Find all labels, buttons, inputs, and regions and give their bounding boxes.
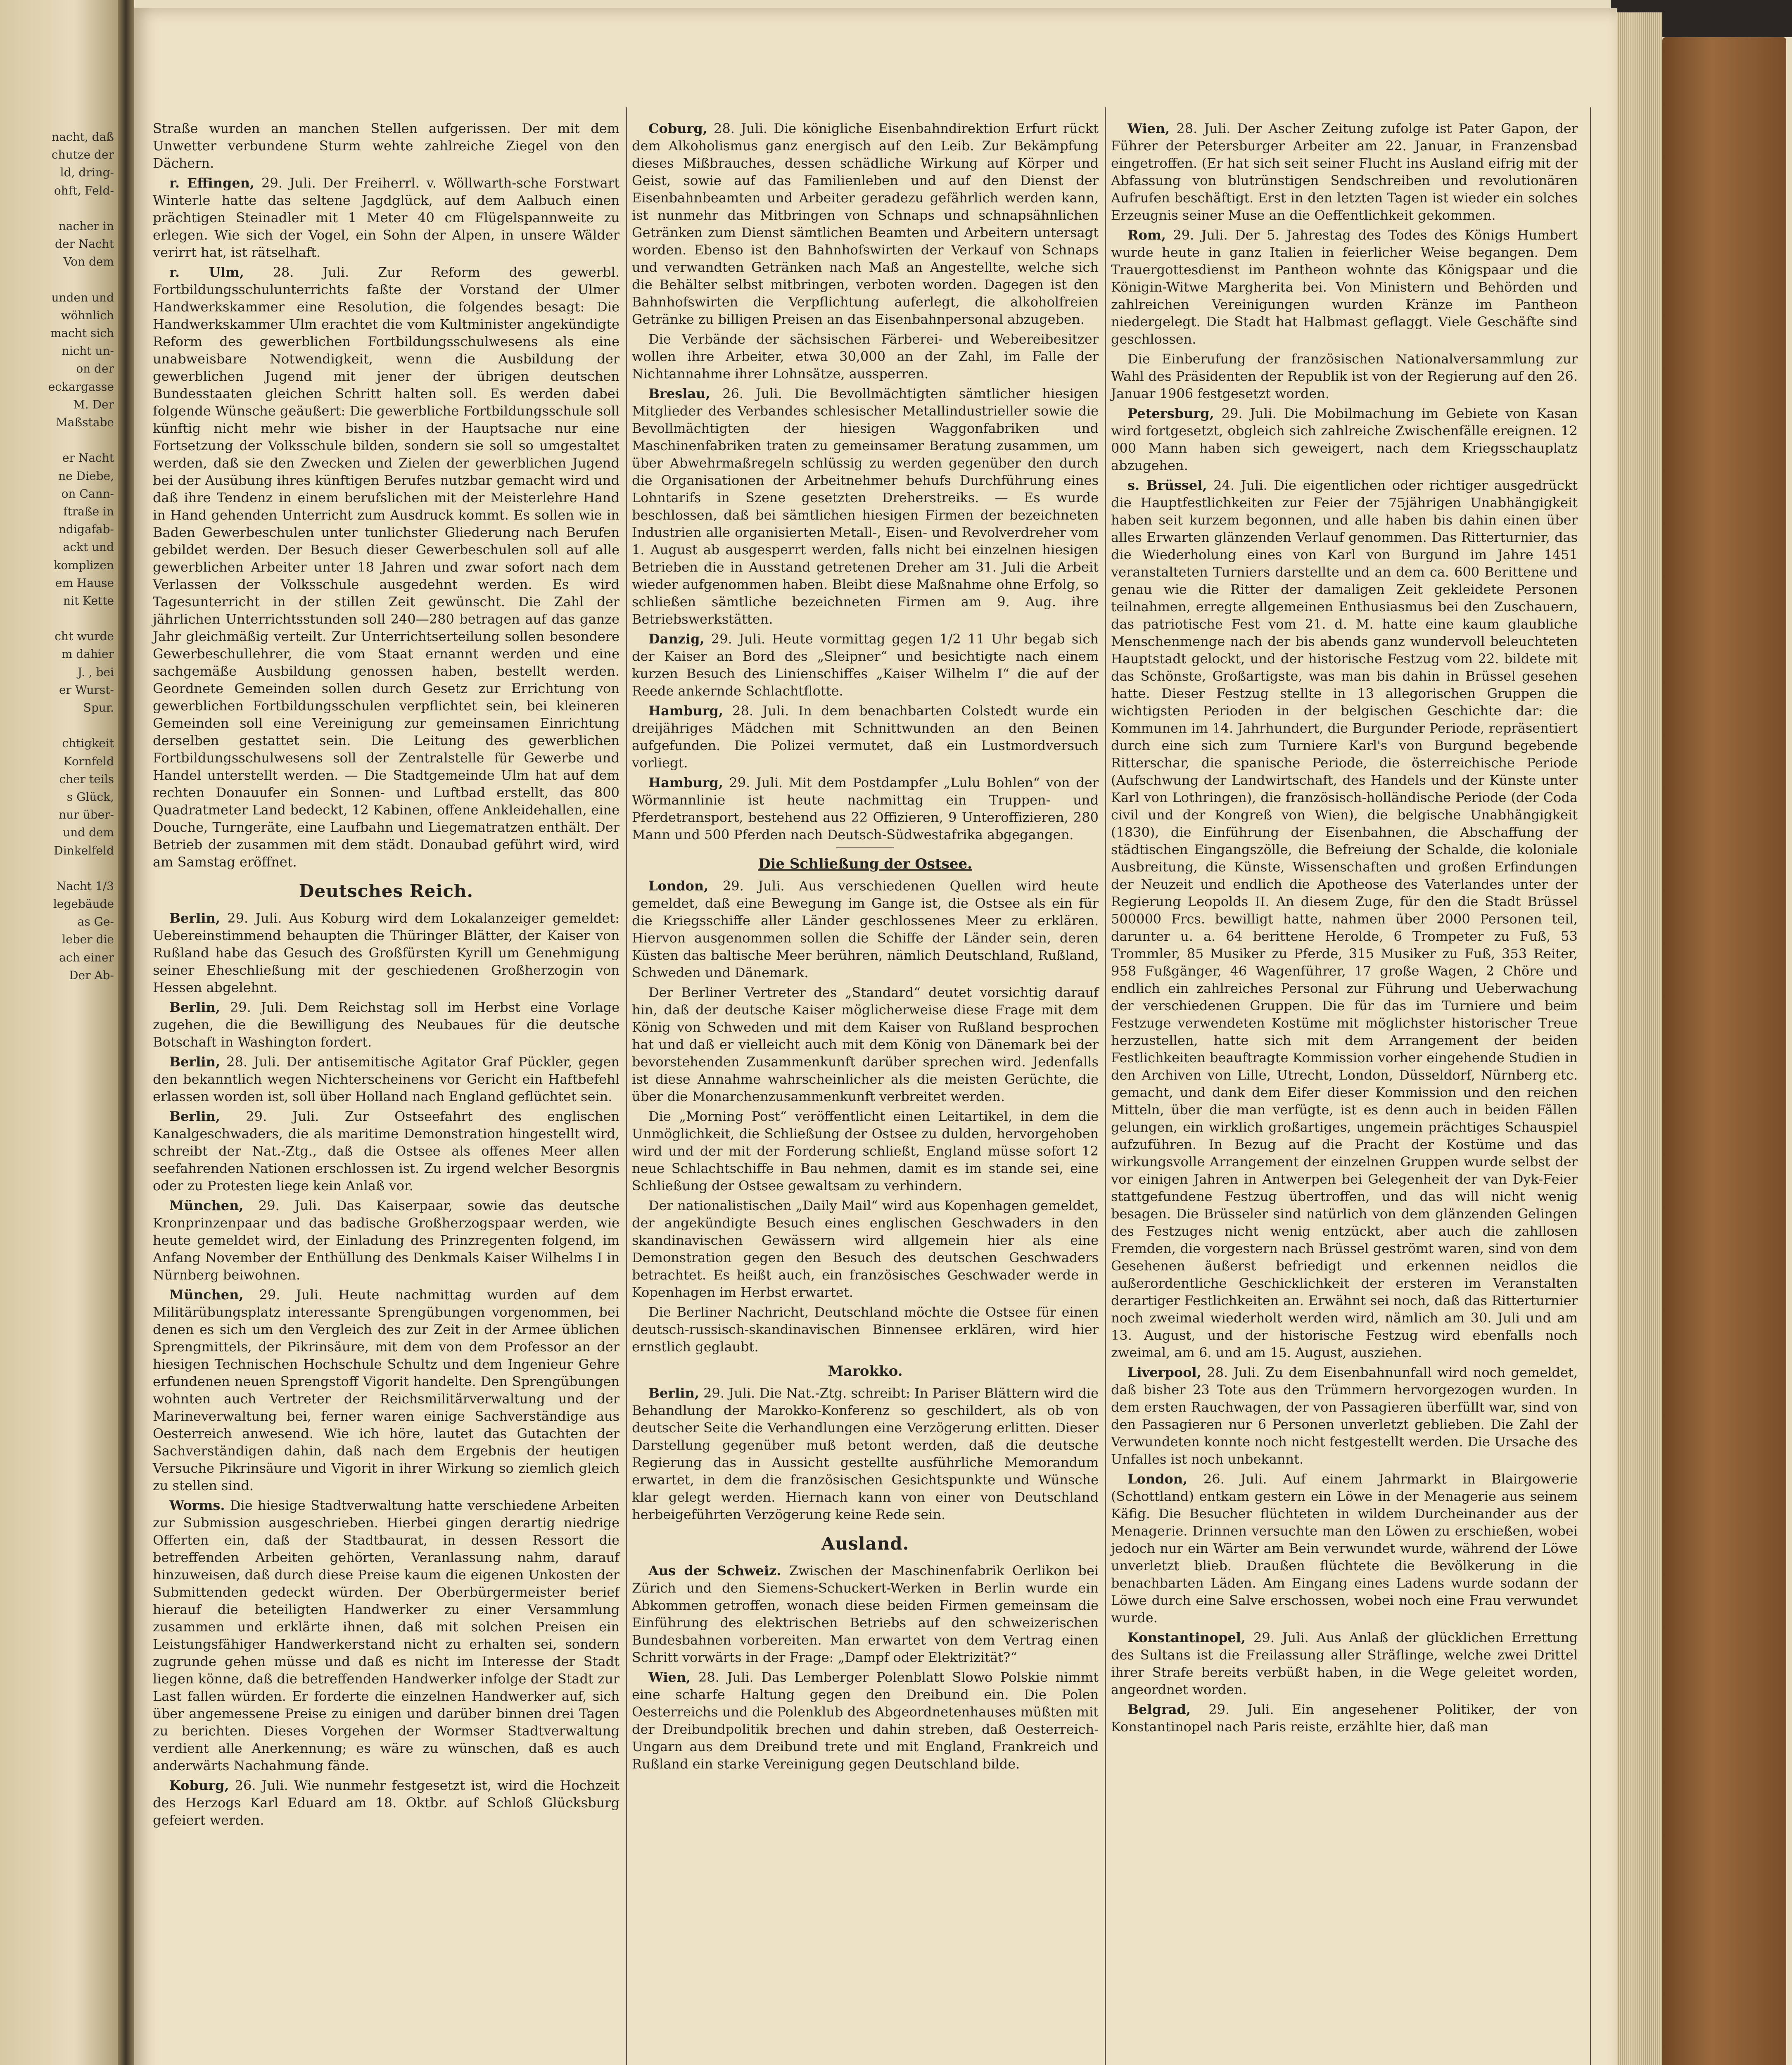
article-paragraph xyxy=(632,702,1099,771)
article-paragraph xyxy=(153,1497,619,1774)
left-page-line: der Nacht xyxy=(55,237,114,251)
paragraph-text: 28. Juli. Das Lemberger Polenblatt Slowo Polskie nimmt eine scharfe Haltung gegen den Dreibund ein. Die Polen Oesterreichs und die Polenklub des Abgeordnetenhauses müßten mit der Dreibundpolitik brechen und dahin streben, daß Oesterreich-Ungarn aus dem Dreibund trete und mit England, Frankreich und Rußland ein starke Vereinigung gegen Deutschland bilde. xyxy=(632,1669,1099,1772)
left-page-line: chutze der xyxy=(51,148,114,162)
left-page-line: chtigkeit xyxy=(62,736,114,750)
paragraph-text: 29. Juli. Mit dem Postdampfer „Lulu Bohlen“ von der Wörmannlinie ist heute nachmittag ein Truppen- und Pferdetransport, bestehend aus 22 Offizieren, 9 Unteroffizieren, 280 Mann und 500 Pferden nach Deutsch-Südwestafrika abgegangen. xyxy=(632,775,1099,843)
column-rule xyxy=(1590,107,1591,2065)
left-page-line: leber die xyxy=(62,933,114,947)
paragraph-text: 29. Juli. Heute nachmittag wurden auf dem Militärübungsplatz interessante Sprengübungen vorgenommen, bei denen es sich um den Vergleich des zur Zeit in der Armee üblichen Sprengmittels, der Pikrinsäure, mit dem von dem Professor an der hiesigen Technischen Hochschule Schultz und dem Ingenieur Gehre erfundenen neuen Sprengstoff Vigorit handelte. Den Sprengübungen wohnten auch Vertreter der Reichsmilitärverwaltung und der Marineverwaltung bei, ferner waren einige Sachverständige aus Oesterreich anwesend. Wie ich höre, lautet das Gutachten der Sachverständigen dahin, daß nach dem Ergebnis der heutigen Versuche Pikrinsäure und Vigorit in ihrer Wirkung so ziemlich gleich zu stellen sind. xyxy=(153,1287,619,1493)
left-page-line: ne Diebe, xyxy=(58,469,114,483)
article-paragraph xyxy=(632,1562,1099,1666)
paragraph-text: 29. Juli. Aus Anlaß der glücklichen Errettung des Sultans ist die Freilassung aller Sträflinge, welche zwei Drittel ihrer Strafe bereits verbüßt haben, in die Wege geleitet worden, angeordnet worden. xyxy=(1111,1630,1578,1697)
left-page-text xyxy=(2,128,114,984)
left-page-line: eckargasse xyxy=(48,380,114,394)
left-page-line: Maßstabe xyxy=(56,415,114,429)
article-paragraph xyxy=(153,120,619,172)
article-paragraph xyxy=(153,1777,619,1829)
left-page-line: Der Ab- xyxy=(69,968,114,982)
left-page-line: ndigafab- xyxy=(59,522,114,536)
left-page-line: er Nacht xyxy=(62,451,114,465)
section-subheading: Marokko. xyxy=(828,1363,903,1379)
section-subheading: Die Schließung der Ostsee. xyxy=(758,856,973,872)
dateline: Berlin, xyxy=(169,1108,220,1124)
article-paragraph xyxy=(153,1286,619,1494)
dateline: Coburg, xyxy=(648,121,707,136)
article-paragraph xyxy=(1111,1629,1578,1698)
dateline: München, xyxy=(169,1198,244,1213)
dateline: Wien, xyxy=(1127,121,1170,136)
dateline: Aus der Schweiz. xyxy=(648,1563,781,1578)
paragraph-text: 29. Juli. Das Kaiserpaar, sowie das deutsche Kronprinzenpaar und das badische Großherzogspaar werden, wie heute gemeldet wird, der Einladung des Prinzregenten folgend, im Anfang November der Enthüllung des Denkmals Kaiser Wilhelms I in Nürnberg beiwohnen. xyxy=(153,1198,619,1283)
article-paragraph xyxy=(153,999,619,1051)
dateline: Rom, xyxy=(1127,227,1166,243)
paragraph-text: Zwischen der Maschinenfabrik Oerlikon bei Zürich und den Siemens-Schuckert-Werken in Berlin wurde ein Abkommen getroffen, wonach diese beiden Firmen gemeinsam die Einführung des elektrischen Betriebs auf den schweizerischen Bundesbahnen vorbereiten. Man erwartet von dem Vertrag einen Schritt vorwärts in der Frage: „Dampf oder Elektrizität?“ xyxy=(632,1563,1099,1665)
article-paragraph xyxy=(153,909,619,996)
left-page-line: ach einer xyxy=(59,950,114,964)
paragraph-text: Straße wurden an manchen Stellen aufgerissen. Der mit dem Unwetter verbundene Sturm wehte zahlreiche Ziegel von den Dächern. xyxy=(153,121,619,171)
left-page-line xyxy=(2,717,114,734)
section-heading: Deutsches Reich. xyxy=(299,881,474,901)
book-gutter xyxy=(118,0,134,2065)
article-paragraph xyxy=(1111,405,1578,474)
article-paragraph xyxy=(632,330,1099,382)
paragraph-text: Die hiesige Stadtverwaltung hatte verschiedene Arbeiten zur Submission ausgeschrieben. Hierbei gingen derartig niedrige Offerten ein, daß der Stadtbaurat, in dessen Ressort die betreffenden Arbeiten gehörten, Veranlassung nahm, darauf hinzuweisen, daß durch diese Preise kaum die eigenen Unkosten der Submittenden gedeckt würden. Der Oberbürgermeister berief hierauf die beteiligten Handwerker zu einer Versammlung zusammen und erklärte ihnen, daß mit solchen Preisen ein Leistungsfähiger Handwerkerstand nicht zu erhalten sei, sondern zugrunde gehen müsse und daß es nicht im Interesse der Stadt liegen könne, daß die betreffenden Handwerker infolge der Stadt zur Last fallen würden. Er forderte die einzelnen Handwerker auf, sich über angemessene Preise zu einigen und darüber binnen drei Tagen zu berichten. Dieses Vorgehen der Wormser Stadtverwaltung verdient alle Anerkennung; es wäre zu wünschen, daß es auch anderwärts Nachahmung fände. xyxy=(153,1498,619,1773)
left-page-line: as Ge- xyxy=(77,915,114,929)
left-page-line: unden und xyxy=(51,290,114,304)
article-paragraph xyxy=(153,263,619,871)
dateline: Hamburg, xyxy=(648,703,723,719)
article-paragraph xyxy=(632,120,1099,328)
left-page-line: Dinkelfeld xyxy=(54,843,114,857)
left-page-line: s Glück, xyxy=(66,790,114,804)
page-edges xyxy=(1617,12,1662,2065)
paragraph-text: 29. Juli. Der Freiherrl. v. Wöllwarth-sche Forstwart Winterle hatte das seltene Jagdglück, auf dem Aalbuch einen prächtigen Steinadler mit 1 Meter 40 cm Flügelspannweite zu erlegen. Wie sich der Vogel, ein Sohn der Alpen, in unsere Wälder verirrt hat, ist rätselhaft. xyxy=(153,175,620,260)
left-page-line: Nacht 1/3 xyxy=(56,879,114,893)
left-page-line xyxy=(2,859,114,877)
paragraph-text: 29. Juli. Der 5. Jahrestag des Todes des Königs Humbert wurde heute in ganz Italien in feierlicher Weise begangen. Dem Trauergottesdienst im Pantheon wohnte das Königspaar und die Königin-Witwe Margherita bei. Von Ministern und Behörden und zahlreichen Vereinigungen wurden Kränze im Pantheon niedergelegt. Die Stadt hat Halbmast geflaggt. Viele Geschäfte sind geschlossen. xyxy=(1111,227,1578,347)
dateline: München, xyxy=(169,1287,244,1303)
section-heading: Ausland. xyxy=(821,1533,909,1554)
left-page-line: Von dem xyxy=(63,255,114,269)
column-rule xyxy=(626,107,627,2065)
book-cover xyxy=(1662,37,1786,2065)
paragraph-text: 26. Juli. Die Bevollmächtigten sämtlicher hiesigen Mitglieder des Verbandes schlesischer Metallindustrieller sowie die Bevollmächtigten der hiesigen Waggonfabriken und Maschinenfabriken traten zu gemeinsamer Beratung zusammen, um über Abwehrmaßregeln schlüssig zu werden gegenüber den durch die Organisationen der Arbeitnehmer behufs Durchführung eines Lohntarifs in Szene gesetzten Dreherstreiks. — Es wurde beschlossen, daß bei sämtlichen hiesigen Firmen der bezeichneten Industrien alle organisierten Metall-, Eisen- und Revolverdreher vom 1. August ab ausgesperrt werden, falls nicht bei einzelnen hiesigen Betrieben die in Ausstand getretenen Dreher am 31. Juli die Arbeit wieder aufgenommen haben. Bleibt diese Maßnahme ohne Erfolg, so schließen sämtliche bezeichneten Firmen am 9. Aug. ihre Betriebswerkstätten. xyxy=(632,386,1099,627)
article-paragraph xyxy=(632,1197,1099,1301)
dateline: Worms. xyxy=(169,1498,225,1513)
dateline: Liverpool, xyxy=(1127,1365,1201,1380)
left-page-line xyxy=(2,431,114,449)
left-page-line: legebäude xyxy=(53,897,114,911)
left-page-line: M. Der xyxy=(73,397,114,411)
article-paragraph xyxy=(1111,120,1578,224)
article-paragraph xyxy=(632,630,1099,700)
column-rule xyxy=(1105,107,1106,2065)
paragraph-text: 29. Juli. Aus verschiedenen Quellen wird heute gemeldet, daß eine Bewegung im Gange ist, die Ostsee als ein für die Kriegsschiffe aller Länder geschlossenes Meer zu erklären. Hiervon ausgenommen sollen die Schiffe der Länder sein, deren Küsten das baltische Meer berühren, nämlich Deutschland, Rußland, Schweden und Dänemark. xyxy=(632,878,1099,980)
column-2 xyxy=(632,120,1099,1775)
paragraph-text: 28. Juli. Die königliche Eisenbahndirektion Erfurt rückt dem Alkoholismus ganz energisch auf den Leib. Zur Bekämpfung dieses Mißbrauches, dessen schädliche Wirkung auf Körper und Geist, sowie auf das Familienleben und auf den Dienst der Eisenbahnbeamten und Arbeiter geradezu gefährlich werden kann, ist nunmehr das Mitbringen von Schnaps und schnapsähnlichen Getränken zum Dienst sämtlichen Beamten und Arbeitern untersagt worden. Ebenso ist den Bahnhofswirten der Verkauf von Schnaps und verwandten Getränken nach Maß an Angestellte, welche sich die Behälter selbst mitbringen, verboten worden. Dagegen ist den Bahnhofswirten die Verpflichtung auferlegt, die alkoholfreien Getränke zu billigen Preisen an das Eisenbahnpersonal abzugeben. xyxy=(632,121,1099,327)
dateline: Berlin, xyxy=(648,1385,699,1401)
dateline: Berlin, xyxy=(169,910,220,926)
left-page-line: Kornfeld xyxy=(63,754,114,768)
paragraph-text: 26. Juli. Wie nunmehr festgesetzt ist, wird die Hochzeit des Herzogs Karl Eduard am 18. Oktbr. auf Schloß Glücksburg gefeiert werden. xyxy=(153,1778,619,1828)
dateline: Breslau, xyxy=(648,386,710,401)
left-page-line: ftraße in xyxy=(63,504,114,518)
dateline: Belgrad, xyxy=(1127,1702,1191,1717)
paragraph-text: Die Berliner Nachricht, Deutschland möchte die Ostsee für einen deutsch-russisch-skandinavischen Binnensee erklären, wird hier ernstlich geglaubt. xyxy=(632,1304,1099,1355)
article-paragraph xyxy=(632,1384,1099,1523)
left-page-line: macht sich xyxy=(50,326,114,340)
article-paragraph xyxy=(1111,1701,1578,1735)
left-page-line: wöhnlich xyxy=(61,308,114,322)
left-page-line: nacht, daß xyxy=(52,130,114,144)
paragraph-text: 29. Juli. Die Mobilmachung im Gebiete von Kasan wird fortgesetzt, obgleich sich zahlreiche Zwischenfälle ereignen. 12 000 Mann haben sich geweigert, nach dem Kriegsschauplatz abzugehen. xyxy=(1111,406,1578,473)
separator xyxy=(836,847,894,848)
article-paragraph xyxy=(632,774,1099,843)
article-paragraph xyxy=(1111,350,1578,402)
left-page-line: und dem xyxy=(63,826,114,840)
left-page-line: nit Kette xyxy=(63,593,114,608)
article-paragraph xyxy=(632,385,1099,628)
paragraph-text: 28. Juli. Zu dem Eisenbahnunfall wird noch gemeldet, daß bisher 23 Tote aus den Trümmern hervorgezogen wurden. In dem ersten Rauchwagen, der von Passagieren überfüllt war, sind von den Passagieren nur 6 Personen unverletzt geblieben. Die Zahl der Verwundeten konnte noch nicht festgestellt werden. Die Ursache des Unfalles ist noch unbekannt. xyxy=(1111,1365,1578,1467)
dateline: Wien, xyxy=(648,1669,691,1685)
left-page-line: cht wurde xyxy=(55,629,114,643)
paragraph-text: 29. Juli. Die Nat.-Ztg. schreibt: In Pariser Blättern wird die Behandlung der Marokko-Konferenz so geschildert, als ob von deutscher Seite die Verhandlungen eine Verzögerung erlitten. Dieser Darstellung gegenüber muß betont werden, daß die deutsche Regierung das in Aussicht gestellte ausführliche Memorandum erwartet, in dem die französischen Gesichtspunkte und Wünsche klar gelegt werden. Hiernach kann von einer von Deutschland herbeigeführten Verzögerung keine Rede sein. xyxy=(632,1385,1099,1522)
article-paragraph xyxy=(1111,1470,1578,1626)
dateline: Danzig, xyxy=(648,631,705,647)
left-page-line: nacher in xyxy=(58,219,114,233)
left-page-line: on Cann- xyxy=(61,487,114,501)
left-page-line: nicht un- xyxy=(62,344,114,358)
left-page-line: komplizen xyxy=(54,558,114,572)
paragraph-text: Der Berliner Vertreter des „Standard“ deutet vorsichtig darauf hin, daß der deutsche Kaiser möglicherweise diese Frage mit dem König von Schweden und mit dem Kaiser von Rußland besprochen hat und daß er vielleicht auch mit dem König von Dänemark bei der bevorstehenden Zusammenkunft darüber sprechen wird. Jedenfalls ist diese Annahme wahrscheinlicher als die meisten Gerüchte, die über die Monarchenzusammenkunft verbreitet werden. xyxy=(632,985,1099,1104)
article-paragraph xyxy=(1111,226,1578,348)
left-page-line: nur über- xyxy=(59,808,114,822)
left-page-line xyxy=(2,199,114,217)
paragraph-text: 28. Juli. In dem benachbarten Colstedt wurde ein dreijähriges Mädchen mit Schnittwunden an den Beinen aufgefunden. Die Polizei vermutet, daß ein Lustmordversuch vorliegt. xyxy=(632,703,1099,771)
paragraph-text: 24. Juli. Die eigentlichen oder richtiger ausgedrückt die Hauptfestlichkeiten zur Feier der 75jährigen Unabhängigkeit haben seit kurzem begonnen, und alle haben bis dahin einen über alles Erwarten glänzenden Verlauf genommen. Das Ritterturnier, das die Wiederholung eines von Karl von Burgund im Jahre 1451 veranstalteten Turniers darstellte und an dem ca. 600 Berittene und genau wie die Ritter der damaligen Zeit gekleidete Personen teilnahmen, erregte allgemeinen Enthusiasmus bei den Zuschauern, das patriotische Fest vom 21. d. M. hatte eine kaum glaubliche Menschenmenge nach der bis abends ganz wundervoll beleuchteten Hauptstadt gelockt, und der historische Festzug vom 22. bildete mit das Schönste, Großartigste, was man bis dahin in Brüssel gesehen hatte. Dieser Festzug stellte in 13 allegorischen Gruppen die wichtigsten Perioden in der belgischen Geschichte dar: die Kommunen im 14. Jahrhundert, die Burgunder Periode, repräsentiert durch eine sich zum Turniere Karl's von Burgund begebende Ritterschar, die spanische Periode, die österreichische Periode (Aufschwung der Landwirtschaft, des Handels und der Künste unter Karl von Lothringen), die französisch-holländische Periode (der Coda civil und der Kongreß von Wien), die belgische Unabhängigkeit (1830), die Einführung der Eisenbahnen, die Abschaffung der städtischen Eingangszölle, die Befreiung der Schalde, die koloniale Ausbreitung, die Künste, Wissenschaften und großen Erfindungen der Neuzeit und endlich die Apotheose des Vaterlandes unter der Regierung Leopolds II. An diesem Zuge, für den die Stadt Brüssel 500000 Frcs. bewilligt hatte, nahmen über 2000 Personen teil, darunter u. a. 64 berittene Herolde, 6 Trompeter zu Fuß, 53 Trommler, 85 Musiker zu Pferde, 315 Musiker zu Fuß, 353 Reiter, 958 Fußgänger, 46 Wagenführer, 17 große Wagen, 2 Chöre und endlich ein zahlreiches Personal zur Führung und Ueberwachung der verschiedenen Gruppen. Die für das im Turniere und beim Festzuge verwendeten Kostüme mit möglichster historischer Treue herzustellen, hatte sich mit dem Arrangement der beiden Festlichkeiten beauftragte Kommission vorher eingehende Studien in den Archiven von Lille, Utrecht, London, Düsseldorf, Nürnberg etc. gemacht, und dank dem Eifer dieser Kommission und den reichen Mitteln, über die man verfügte, ist es denn auch in beiden Fällen gelungen, ein wirklich großartiges, ungemein prächtiges Schauspiel aufzuführen. In Bezug auf die Pracht der Kostüme und das wirkungsvolle Arrangement der einzelnen Gruppen wurde selbst der vor einigen Jahren in Antwerpen bei Gelegenheit der van Dyk-Feier stattgefundene Festzug übertroffen, und das will nicht wenig besagen. Die Brüsseler sind natürlich von dem glänzenden Gelingen des Festzuges nicht wenig entzückt, aber auch die zahllosen Fremden, die vorgestern nach Brüssel geströmt waren, sind von dem Gesehenen äußerst befriedigt und erkennen neidlos die außerordentliche Geschicklichkeit der ersteren im Veranstalten derartiger Festlichkeiten an. Erwähnt sei noch, daß das Ritterturnier noch zweimal wiederholt werden wird, nämlich am 30. Juli und am 13. August, und der historische Festzug wird ebenfalls noch zweimal, am 6. und am 15. August, ausziehen. xyxy=(1111,477,1578,1360)
column-1 xyxy=(153,120,619,1831)
article-paragraph xyxy=(1111,477,1578,1361)
dateline: s. Brüssel, xyxy=(1127,477,1207,493)
paragraph-text: Die Einberufung der französischen Nationalversammlung zur Wahl des Präsidenten der Republik ist von der Regierung auf den 26. Januar 1906 festgesetzt worden. xyxy=(1111,351,1578,401)
article-paragraph xyxy=(153,1053,619,1105)
paragraph-text: 26. Juli. Auf einem Jahrmarkt in Blairgowerie (Schottland) entkam gestern ein Löwe in der Menagerie aus seinem Käfig. Die Besucher flüchteten in wildem Durcheinander aus der Menagerie. Drinnen versuchte man den Löwen zu erschießen, wobei jedoch nur ein Wärter am Bein verwundet wurde, während der Löwe unverletzt blieb. Draußen flüchtete die Bevölkerung in die benachbarten Läden. Am Eingang eines Ladens wurde sodann der Löwe durch eine Salve erschossen, wobei noch eine Frau verwundet wurde. xyxy=(1111,1471,1578,1626)
dateline: Berlin, xyxy=(169,999,220,1015)
left-page-line xyxy=(2,610,114,627)
article-paragraph xyxy=(153,1197,619,1284)
dateline: Berlin, xyxy=(169,1054,220,1070)
paragraph-text: 29. Juli. Ein angesehener Politiker, der von Konstantinopel nach Paris reiste, erzählte hier, daß man xyxy=(1111,1702,1578,1735)
left-page-line xyxy=(2,271,114,289)
paragraph-text: 29. Juli. Zur Ostseefahrt des englischen Kanalgeschwaders, die als maritime Demonstration hingestellt wird, schreibt der Nat.-Ztg., daß die Ostsee als offenes Meer allen seefahrenden Nationen erschlossen ist. Zu irgend welcher Besorgnis oder zu Protesten liege kein Anlaß vor. xyxy=(153,1108,619,1194)
dateline: r. Ulm, xyxy=(169,264,244,280)
paragraph-text: 28. Juli. Der Ascher Zeitung zufolge ist Pater Gapon, der Führer der Petersburger Arbeiter am 22. Januar, in Franzensbad eingetroffen. (Er hat sich seit seiner Flucht ins Ausland eifrig mit der Abfassung von blutrünstigen Sendschreiben und revolutionären Aufrufen beschäftigt. Erst in den letzten Tagen ist wieder ein solches Erzeugnis seiner Muse an die Oeffentlichkeit gekommen. xyxy=(1111,121,1578,223)
dateline: London, xyxy=(1127,1471,1188,1487)
left-page-line: m dahier xyxy=(61,647,114,661)
dateline: Koburg, xyxy=(169,1778,229,1793)
left-page-line: ackt und xyxy=(63,540,114,554)
article-paragraph xyxy=(632,1669,1099,1773)
article-paragraph xyxy=(632,1108,1099,1194)
paragraph-text: 28. Juli. Zur Reform des gewerbl. Fortbildungsschulunterrichts faßte der Vorstand der Ulmer Handwerkskammer eine Resolution, die folgendes besagt: Die Handwerkskammer Ulm erachtet die vom Kultminister angekündigte Reform des gewerblichen Fortbildungsschulwesens als eine unabweisbare Notwendigkeit, wenn die Ausbildung der gewerblichen Jugend mit jener der übrigen deutschen Bundesstaaten gleichen Schritt halten soll. Es werden dabei folgende Wünsche geäußert: Die gewerbliche Fortbildungsschule soll künftig nicht mehr wie bisher in der Hauptsache nur eine Fortsetzung der Volksschule bilden, sondern sie soll so umgestaltet werden, daß sie den Zwecken und Zielen der gewerblichen Jugend bei der Ausübung ihres künftigen Berufes nutzbar gemacht wird und daß ihre Tendenz in einem berufslichen mit der Meisterlehre Hand in Hand gehenden Unterricht zum Ausdruck kommt. Es sollen wie in Baden Gewerbeschulen unter tunlichster Gliederung nach Berufen gebildet werden. Der Besuch dieser Gewerbeschulen soll auf alle gewerblichen Arbeiter unter 18 Jahren und zwar sofort nach dem Verlassen der Volksschule ausgedehnt werden. Es wird Tagesunterricht in der stillen Zeit gewünscht. Die Zahl der jährlichen Unterrichtsstunden soll 240—280 betragen auf das ganze Jahr gleichmäßig verteilt. Zur Unterrichtserteilung sollen besondere Gewerbeschullehrer, die vom Staat ernannt werden und eine sachgemäße Ausbildung genossen haben, bestellt werden. Geordnete Gemeinden sollen durch Gesetz zur Errichtung von gewerblichen Fortbildungsschulen verpflichtet sein, bei kleineren Gemeinden soll eine Vereinigung zur gemeinsamen Einrichtung derselben gestattet sein. Die Leitung des gewerblichen Fortbildungsschulwesens soll der Zentralstelle für Gewerbe und Handel unterstellt werden. — Die Stadtgemeinde Ulm hat auf dem rechten Donauufer ein Sonnen- und Luftbad erstellt, das 800 Quadratmeter Land bedeckt, 12 Kabinen, offene Ankleidehallen, eine Douche, Turngeräte, eine Laufbahn und Liegematratzen enthält. Der Betrieb der zusammen mit dem städt. Donaubad geführt wird, wird am Samstag eröffnet. xyxy=(153,264,620,870)
article-paragraph xyxy=(632,984,1099,1105)
left-page-line: J. , bei xyxy=(77,665,114,679)
left-page-line: Spur. xyxy=(83,701,114,714)
dateline: Hamburg, xyxy=(648,775,723,790)
left-page-line: er Wurst- xyxy=(59,683,114,697)
article-paragraph xyxy=(153,1108,619,1194)
left-page-line: cher teils xyxy=(59,772,114,786)
left-page-line: ohft, Feld- xyxy=(54,183,114,197)
article-paragraph xyxy=(632,877,1099,981)
paragraph-text: 29. Juli. Heute vormittag gegen 1/2 11 Uhr begab sich der Kaiser an Bord des „Sleipner“ und besichtigte nach einem kurzen Besuch des Linienschiffes „Kaiser Wilhelm I“ die auf der Reede ankernde Schlachtflotte. xyxy=(632,631,1099,699)
dateline: r. Effingen, xyxy=(169,175,255,191)
paragraph-text: Die „Morning Post“ veröffentlicht einen Leitartikel, in dem die Unmöglichkeit, die Schließung der Ostsee zu dulden, hervorgehoben wird und der mit der Forderung schließt, England müsse sofort 12 neue Schlachtschiffe in Bau nehmen, damit es im stande sei, eine Schließung der Ostsee gewaltsam zu verhindern. xyxy=(632,1108,1099,1194)
paragraph-text: 28. Juli. Der antisemitische Agitator Graf Pückler, gegen den bekanntlich wegen Nichterscheinens vor Gericht ein Haftbefehl erlassen worden ist, soll über Holland nach England geflüchtet sein. xyxy=(153,1054,619,1104)
left-page-line: em Hause xyxy=(55,576,114,590)
dateline: Konstantinopel, xyxy=(1127,1630,1246,1645)
dateline: Petersburg, xyxy=(1127,406,1214,421)
left-page-line: on der xyxy=(76,362,114,376)
column-3 xyxy=(1111,120,1578,1738)
article-paragraph xyxy=(153,174,619,261)
paragraph-text: 29. Juli. Aus Koburg wird dem Lokalanzeiger gemeldet: Uebereinstimmend behaupten die Thüringer Blätter, der Kaiser von Rußland habe das Gesuch des Großfürsten Kyrill um Genehmigung seiner Eheschließung mit der geschiedenen Großherzogin von Hessen abgelehnt. xyxy=(153,910,619,995)
paragraph-text: 29. Juli. Dem Reichstag soll im Herbst eine Vorlage zugehen, die die Bewilligung des Neubaues für die deutsche Botschaft in Washington fordert. xyxy=(153,999,619,1050)
article-paragraph xyxy=(632,1303,1099,1355)
paragraph-text: Der nationalistischen „Daily Mail“ wird aus Kopenhagen gemeldet, der angekündigte Besuch eines englischen Geschwaders in den skandinavischen Gewässern wird allgemein hier als eine Demonstration gegen den Besuch des deutschen Geschwaders betrachtet. Es heißt auch, ein französisches Geschwader werde in Kopenhagen im Herbst erwartet. xyxy=(632,1198,1099,1300)
dateline: London, xyxy=(648,878,709,894)
paragraph-text: Die Verbände der sächsischen Färberei- und Webereibesitzer wollen ihre Arbeiter, etwa 30,000 an der Zahl, im Falle der Nichtannahme ihrer Lohnsätze, aussperren. xyxy=(632,331,1099,382)
left-page-line: ld, dring- xyxy=(60,166,114,180)
article-paragraph xyxy=(1111,1364,1578,1468)
